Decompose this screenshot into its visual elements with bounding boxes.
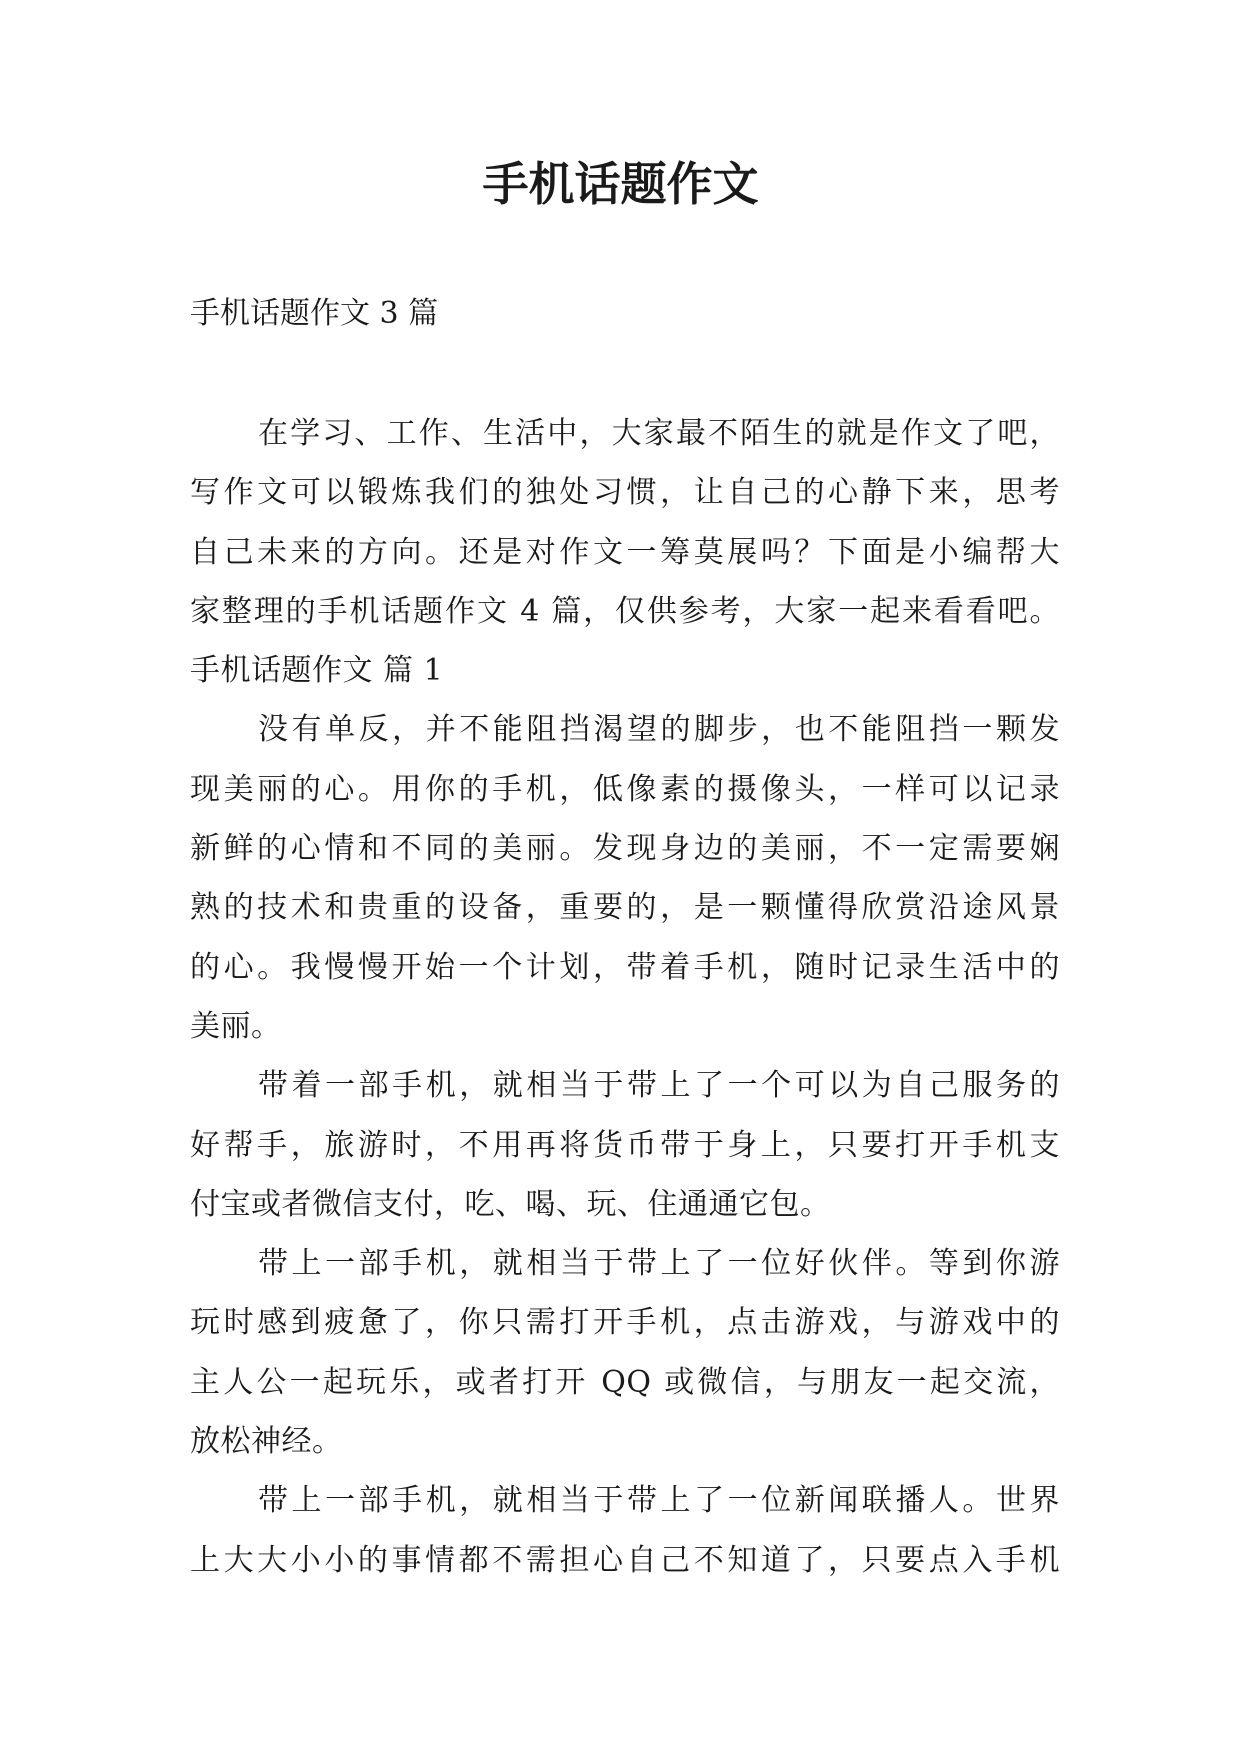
text-line: 主人公一起玩乐，或者打开 QQ 或微信，与朋友一起交流， bbox=[190, 1364, 1060, 1400]
document-title: 手机话题作文 bbox=[482, 157, 759, 211]
text-line: 在学习、工作、生活中，大家最不陌生的就是作文了吧， bbox=[258, 416, 1060, 451]
text-line: 自己未来的方向。还是对作文一筹莫展吗？下面是小编帮大 bbox=[190, 534, 1060, 570]
text-line: 带上一部手机，就相当于带上了一位好伙伴。等到你游 bbox=[258, 1246, 1060, 1282]
text-line: 玩时感到疲惫了，你只需打开手机，点击游戏，与游戏中的 bbox=[190, 1305, 1060, 1341]
document-subtitle: 手机话题作文 3 篇 bbox=[190, 296, 439, 331]
text-line: 上大大小小的事情都不需担心自己不知道了，只要点入手机 bbox=[190, 1542, 1060, 1578]
text-line: 美丽。 bbox=[190, 1008, 282, 1044]
text-line: 新鲜的心情和不同的美丽。发现身边的美丽，不一定需要娴 bbox=[190, 831, 1060, 867]
text-line: 放松神经。 bbox=[190, 1424, 343, 1460]
text-line: 带着一部手机，就相当于带上了一个可以为自己服务的 bbox=[258, 1068, 1060, 1104]
text-line: 好帮手，旅游时，不用再将货币带于身上，只要打开手机支 bbox=[190, 1127, 1060, 1163]
text-line: 没有单反，并不能阻挡渴望的脚步，也不能阻挡一颗发 bbox=[258, 712, 1060, 748]
text-line: 的心。我慢慢开始一个计划，带着手机，随时记录生活中的 bbox=[190, 949, 1060, 985]
text-line: 家整理的手机话题作文 4 篇，仅供参考，大家一起来看看吧。 bbox=[190, 593, 1060, 629]
text-line: 熟的技术和贵重的设备，重要的，是一颗懂得欣赏沿途风景 bbox=[190, 890, 1060, 926]
text-line: 带上一部手机，就相当于带上了一位新闻联播人。世界 bbox=[258, 1483, 1060, 1519]
text-line: 手机话题作文 篇 1 bbox=[190, 653, 444, 689]
text-line: 现美丽的心。用你的手机，低像素的摄像头，一样可以记录 bbox=[190, 771, 1060, 807]
text-line: 付宝或者微信支付，吃、喝、玩、住通通它包。 bbox=[190, 1186, 831, 1222]
text-line: 写作文可以锻炼我们的独处习惯，让自己的心静下来，思考 bbox=[190, 475, 1060, 511]
document-body bbox=[190, 404, 1060, 1590]
